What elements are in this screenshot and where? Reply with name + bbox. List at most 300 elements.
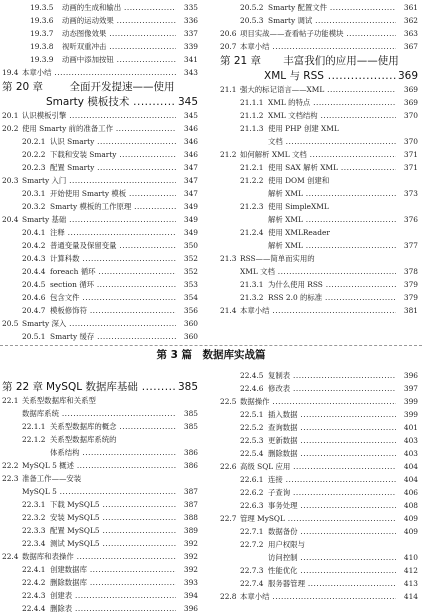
entry-number: 第 21 章 xyxy=(220,55,262,67)
entry-title: 关系型数据库系统的 xyxy=(50,435,117,444)
entry-title: Smarty 模板的工作原理 ..... xyxy=(50,201,176,213)
entry-number: 20.5.2 xyxy=(240,3,264,12)
toc-entry xyxy=(2,525,198,537)
entry-page: 406 xyxy=(403,488,418,497)
toc-entry xyxy=(2,292,198,304)
entry-number: 21.4 xyxy=(220,306,237,315)
toc-entry xyxy=(2,136,198,148)
entry-number: 22.6.1 xyxy=(240,475,264,484)
toc-entry xyxy=(220,474,418,486)
entry-number: 20.4.4 xyxy=(22,267,46,276)
entry-title: 测试 MySQL5 ..... xyxy=(50,538,176,550)
entry-page: 387 xyxy=(183,500,198,509)
entry-number: 22.6.3 xyxy=(240,501,264,510)
entry-number: 20.4 xyxy=(2,215,19,224)
entry-page: 369 xyxy=(403,85,418,94)
toc-entry xyxy=(2,28,198,40)
entry-number: 20.4.5 xyxy=(22,280,46,289)
entry-number: 21.1.1 xyxy=(240,98,264,107)
entry-page: 401 xyxy=(403,423,418,432)
entry-title: 访问控制 ..... xyxy=(268,552,396,564)
entry-page: 341 xyxy=(183,55,198,64)
entry-page: 409 xyxy=(403,527,418,536)
toc-entry xyxy=(220,279,418,291)
entry-page: 371 xyxy=(403,163,418,172)
entry-number: 22.7.1 xyxy=(240,527,264,536)
entry-page: 389 xyxy=(183,526,198,535)
entry-page: 369 xyxy=(397,70,418,82)
toc-entry xyxy=(220,266,418,278)
entry-number: 22.5.2 xyxy=(240,423,264,432)
entry-page: 412 xyxy=(403,566,418,575)
chapter-entry xyxy=(2,380,198,394)
toc-entry xyxy=(220,2,418,14)
entry-title: 数据库和表操作 ..... xyxy=(22,551,176,563)
entry-title: 删除数据 ..... xyxy=(268,448,396,460)
toc-entry xyxy=(2,227,198,239)
toc-entry xyxy=(220,201,418,213)
entry-number: 第 20 章 xyxy=(2,81,44,93)
entry-page: 370 xyxy=(403,137,418,146)
entry-page: 404 xyxy=(403,475,418,484)
entry-number: 20.2 xyxy=(2,124,19,133)
entry-page: 397 xyxy=(403,384,418,393)
toc-entry xyxy=(220,305,418,317)
entry-page: 386 xyxy=(183,448,198,457)
entry-page: 369 xyxy=(403,98,418,107)
toc-column-top-right xyxy=(220,2,418,342)
toc-entry xyxy=(2,434,198,446)
entry-page: 346 xyxy=(183,150,198,159)
toc-entry xyxy=(2,551,198,563)
entry-title: 使用 SAX 解析 XML ..... xyxy=(268,162,396,174)
toc-entry xyxy=(2,214,198,226)
entry-number: 22.1 xyxy=(2,396,19,405)
entry-page: 354 xyxy=(183,293,198,302)
entry-page: 347 xyxy=(183,189,198,198)
toc-entry xyxy=(220,461,418,473)
entry-number: 22.2 xyxy=(2,461,19,470)
entry-number: 21.1.3 xyxy=(240,124,264,133)
entry-title: Smarty 调试 ..... xyxy=(268,15,396,27)
entry-number: 22.3.2 xyxy=(22,513,46,522)
toc-entry xyxy=(2,188,198,200)
entry-title: 本章小结 ..... xyxy=(22,67,176,79)
toc-entry xyxy=(220,370,418,382)
entry-page: 349 xyxy=(183,215,198,224)
entry-number: 19.3.9 xyxy=(30,55,54,64)
entry-number: 20.4.2 xyxy=(22,241,46,250)
entry-page: 350 xyxy=(183,241,198,250)
toc-column-top-left xyxy=(2,2,198,342)
entry-number: 22.3.3 xyxy=(22,526,46,535)
entry-title: XML 的特点 ..... xyxy=(268,97,396,109)
entry-number: 20.3 xyxy=(2,176,19,185)
entry-page: 414 xyxy=(403,592,418,601)
entry-title: Smarty 配置文件 ..... xyxy=(268,2,396,14)
entry-number: 22.3 xyxy=(2,474,19,483)
toc-entry xyxy=(220,162,418,174)
entry-number: 20.3.1 xyxy=(22,189,46,198)
toc-entry xyxy=(2,318,198,330)
entry-page: 385 xyxy=(183,422,198,431)
entry-page: 403 xyxy=(403,449,418,458)
entry-title: 查询数据 ..... xyxy=(268,422,396,434)
toc-entry xyxy=(220,448,418,460)
entry-title: 配置 MySQL5 ..... xyxy=(50,525,176,537)
entry-title: 修改表 ..... xyxy=(268,383,396,395)
entry-number: 22.8 xyxy=(220,592,237,601)
entry-page: 386 xyxy=(183,461,198,470)
entry-page: 392 xyxy=(183,565,198,574)
entry-title: 视听双重冲击 ..... xyxy=(62,41,176,53)
entry-title: 安装 MySQL5 ..... xyxy=(50,512,176,524)
entry-number: 21.2.1 xyxy=(240,163,264,172)
entry-page: 408 xyxy=(403,501,418,510)
entry-number: 22.4.3 xyxy=(22,591,46,600)
toc-entry xyxy=(220,227,418,239)
entry-page: 361 xyxy=(403,3,418,12)
toc-entry xyxy=(2,240,198,252)
entry-page: 393 xyxy=(183,578,198,587)
entry-page: 376 xyxy=(403,215,418,224)
entry-title: 数据操作 ..... xyxy=(240,396,396,408)
entry-number: 22.7.4 xyxy=(240,579,264,588)
entry-page: 403 xyxy=(403,436,418,445)
toc-entry xyxy=(220,84,418,96)
toc-entry xyxy=(220,539,418,551)
entry-title: 连接 ..... xyxy=(268,474,396,486)
part-heading: 第 3 篇 数据库实战篇 xyxy=(156,349,266,361)
entry-page: 388 xyxy=(183,513,198,522)
entry-title: 高级 SQL 应用 ..... xyxy=(240,461,396,473)
entry-title: 删除数据库 ..... xyxy=(50,577,176,589)
toc-entry xyxy=(2,499,198,511)
entry-number: 19.3.7 xyxy=(30,29,54,38)
entry-title: 强大的标记语言——XML ..... xyxy=(240,84,396,96)
entry-title: 解析 XML ..... xyxy=(268,188,396,200)
toc-entry xyxy=(2,201,198,213)
toc-entry xyxy=(220,591,418,603)
entry-number: 第 22 章 xyxy=(2,381,44,393)
entry-page: 399 xyxy=(403,397,418,406)
toc-entry xyxy=(220,214,418,226)
entry-title: 计算科数 ..... xyxy=(50,253,176,265)
entry-title: foreach 循环 ..... xyxy=(50,266,176,278)
entry-number: 22.1.1 xyxy=(22,422,46,431)
entry-title: 普通变量及保留变量 ..... xyxy=(50,240,176,252)
toc-entry xyxy=(2,564,198,576)
entry-title: 动画的运动效果 ..... xyxy=(62,15,176,27)
toc-entry xyxy=(220,565,418,577)
entry-number: 22.7.3 xyxy=(240,566,264,575)
entry-title: 解析 XML ..... xyxy=(268,214,396,226)
toc-entry xyxy=(2,460,198,472)
entry-page: 394 xyxy=(183,591,198,600)
divider xyxy=(0,345,422,346)
entry-title: 丰富我们的应用——使用 xyxy=(283,55,399,67)
entry-number: 20.2.3 xyxy=(22,163,46,172)
entry-title: 插入数据 ..... xyxy=(268,409,396,421)
entry-title: 关系型数据库和关系型 xyxy=(22,396,96,405)
entry-title: 管理 MySQL ..... xyxy=(240,513,396,525)
entry-title: 动画中添加按钮 ..... xyxy=(62,54,176,66)
toc-entry xyxy=(2,603,198,615)
entry-page: 387 xyxy=(183,487,198,496)
toc-entry xyxy=(220,15,418,27)
toc-entry xyxy=(2,110,198,122)
entry-number: 21.2.4 xyxy=(240,228,264,237)
entry-number: 22.4 xyxy=(2,552,19,561)
entry-page: 345 xyxy=(177,96,198,108)
entry-title: 子查询 ..... xyxy=(268,487,396,499)
entry-page: 337 xyxy=(183,29,198,38)
entry-page: 339 xyxy=(183,42,198,51)
entry-number: 22.4.6 xyxy=(240,384,264,393)
toc-entry xyxy=(220,253,418,265)
entry-page: 335 xyxy=(183,3,198,12)
entry-number: 21.2.2 xyxy=(240,176,264,185)
entry-title: MySQL 数据库基础 ..... xyxy=(46,380,176,394)
entry-number: 20.6 xyxy=(220,29,237,38)
toc-entry xyxy=(2,279,198,291)
toc-entry xyxy=(2,305,198,317)
toc-entry xyxy=(2,538,198,550)
entry-title: 创建表 ..... xyxy=(50,590,176,602)
toc-entry xyxy=(220,149,418,161)
entry-title: 使用 Smarty 前的准备工作 ..... xyxy=(22,123,176,135)
entry-title: Smarty 入门 ..... xyxy=(22,175,176,187)
entry-number: 22.6.2 xyxy=(240,488,264,497)
toc-entry xyxy=(2,253,198,265)
entry-page: 373 xyxy=(403,189,418,198)
entry-page: 379 xyxy=(403,280,418,289)
chapter-entry xyxy=(220,69,418,83)
entry-number: 22.4.2 xyxy=(22,578,46,587)
entry-title: 模板修饰符 ..... xyxy=(50,305,176,317)
toc-column-bottom-right xyxy=(220,370,418,610)
toc-entry xyxy=(2,2,198,14)
entry-number: 22.1.2 xyxy=(22,435,46,444)
entry-title: 文档 ..... xyxy=(268,136,396,148)
chapter-entry xyxy=(220,54,418,68)
toc-entry xyxy=(220,513,418,525)
entry-title: 数据备份 ..... xyxy=(268,526,396,538)
entry-page: 381 xyxy=(403,306,418,315)
entry-page: 413 xyxy=(403,579,418,588)
entry-page: 410 xyxy=(403,553,418,562)
entry-title: 如何解析 XML 文档 ..... xyxy=(240,149,396,161)
toc-entry xyxy=(220,526,418,538)
entry-number: 22.7 xyxy=(220,514,237,523)
entry-title: 配置 Smarty ..... xyxy=(50,162,176,174)
toc-entry xyxy=(2,266,198,278)
entry-page: 349 xyxy=(183,202,198,211)
entry-title: RSS——简单而实用的 xyxy=(240,254,315,263)
toc-entry xyxy=(2,395,198,407)
entry-page: 347 xyxy=(183,163,198,172)
entry-number: 19.3.6 xyxy=(30,16,54,25)
toc-entry xyxy=(2,175,198,187)
toc-entry xyxy=(2,421,198,433)
entry-page: 360 xyxy=(183,319,198,328)
entry-title: 注释 ..... xyxy=(50,227,176,239)
entry-number: 20.4.7 xyxy=(22,306,46,315)
toc-entry xyxy=(220,383,418,395)
toc-entry xyxy=(220,41,418,53)
entry-title: Smarty 深入 ..... xyxy=(22,318,176,330)
entry-title: XML 文档结构 ..... xyxy=(268,110,396,122)
entry-number: 22.6 xyxy=(220,462,237,471)
entry-title: 下载和安装 Smarty ..... xyxy=(50,149,176,161)
toc-entry xyxy=(2,15,198,27)
toc-entry xyxy=(2,590,198,602)
entry-title: 为什么使用 RSS ..... xyxy=(268,279,396,291)
entry-title: 更新数据 ..... xyxy=(268,435,396,447)
toc-entry xyxy=(220,240,418,252)
toc-entry xyxy=(2,41,198,53)
toc-entry xyxy=(2,149,198,161)
toc-entry xyxy=(220,175,418,187)
entry-title: 本章小结 ..... xyxy=(240,591,396,603)
toc-entry xyxy=(220,97,418,109)
entry-number: 22.5.1 xyxy=(240,410,264,419)
entry-page: 349 xyxy=(183,228,198,237)
toc-entry xyxy=(220,578,418,590)
entry-number: 21.3 xyxy=(220,254,237,263)
entry-page: 371 xyxy=(403,150,418,159)
entry-number: 22.4.4 xyxy=(22,604,46,613)
entry-page: 396 xyxy=(403,371,418,380)
entry-title: 体系结构 ..... xyxy=(50,447,176,459)
toc-entry xyxy=(220,188,418,200)
entry-number: 20.2.2 xyxy=(22,150,46,159)
entry-number: 20.7 xyxy=(220,42,237,51)
entry-title: 使用 DOM 创建和 xyxy=(268,176,330,185)
toc-entry xyxy=(220,123,418,135)
toc-entry xyxy=(220,396,418,408)
entry-page: 363 xyxy=(403,29,418,38)
toc-entry xyxy=(220,552,418,564)
entry-number: 22.3.4 xyxy=(22,539,46,548)
entry-number: 22.7.2 xyxy=(240,540,264,549)
entry-page: 360 xyxy=(183,332,198,341)
toc-entry xyxy=(220,292,418,304)
toc-entry xyxy=(220,422,418,434)
entry-title: 使用 SimpleXML xyxy=(268,202,329,211)
toc-entry xyxy=(2,486,198,498)
entry-page: 346 xyxy=(183,124,198,133)
entry-number: 19.3.8 xyxy=(30,42,54,51)
toc-entry xyxy=(220,500,418,512)
entry-page: 399 xyxy=(403,410,418,419)
entry-page: 392 xyxy=(183,539,198,548)
entry-number: 21.3.1 xyxy=(240,280,264,289)
entry-page: 404 xyxy=(403,462,418,471)
toc-entry xyxy=(220,110,418,122)
entry-number: 20.5.3 xyxy=(240,16,264,25)
entry-number: 21.2 xyxy=(220,150,237,159)
entry-number: 22.4.5 xyxy=(240,371,264,380)
entry-page: 379 xyxy=(403,293,418,302)
entry-title: 事务处理 ..... xyxy=(268,500,396,512)
toc-entry xyxy=(2,331,198,343)
entry-page: 367 xyxy=(403,42,418,51)
entry-title: 性能优化 ..... xyxy=(268,565,396,577)
entry-number: 22.5.4 xyxy=(240,449,264,458)
entry-page: 385 xyxy=(177,381,198,393)
entry-title: 全面开发提速——使用 xyxy=(69,81,175,93)
entry-number: 22.3.1 xyxy=(22,500,46,509)
entry-title: 认识模板引擎 ..... xyxy=(22,110,176,122)
entry-number: 20.1 xyxy=(2,111,19,120)
entry-page: 370 xyxy=(403,111,418,120)
entry-number: 21.3.2 xyxy=(240,293,264,302)
entry-page: 362 xyxy=(403,16,418,25)
entry-number: 20.4.1 xyxy=(22,228,46,237)
entry-number: 22.4.1 xyxy=(22,565,46,574)
toc-entry xyxy=(220,28,418,40)
entry-number: 20.4.6 xyxy=(22,293,46,302)
entry-title: 使用 XMLReader xyxy=(268,228,330,237)
chapter-entry xyxy=(2,80,198,94)
entry-title: 创建数据库 ..... xyxy=(50,564,176,576)
chapter-entry xyxy=(2,95,198,109)
entry-title: MySQL 5 ..... xyxy=(22,486,176,498)
entry-title: 数据库系统 ..... xyxy=(22,408,176,420)
entry-page: 352 xyxy=(183,267,198,276)
entry-page: 396 xyxy=(183,604,198,613)
toc-entry xyxy=(220,136,418,148)
entry-title: 准备工作——安装 xyxy=(22,474,82,483)
entry-page: 343 xyxy=(183,68,198,77)
entry-number: 21.1 xyxy=(220,85,237,94)
entry-number: 21.2.3 xyxy=(240,202,264,211)
entry-page: 385 xyxy=(183,409,198,418)
toc-entry xyxy=(220,435,418,447)
toc-entry xyxy=(2,123,198,135)
entry-title: 本章小结 ..... xyxy=(240,305,396,317)
entry-title: 复制表 ..... xyxy=(268,370,396,382)
entry-title: 项目实战——查看帖子功能模块 ..... xyxy=(240,28,396,40)
entry-title: 包含文件 ..... xyxy=(50,292,176,304)
toc-entry xyxy=(220,487,418,499)
entry-number: 22.5 xyxy=(220,397,237,406)
entry-page: 377 xyxy=(403,241,418,250)
entry-title: 解析 XML ..... xyxy=(268,240,396,252)
toc-entry xyxy=(2,447,198,459)
toc-entry xyxy=(2,162,198,174)
entry-title: section 循环 ..... xyxy=(50,279,176,291)
entry-title: 关系型数据库的概念 ..... xyxy=(50,421,176,433)
entry-title: 用户权限与 xyxy=(268,540,305,549)
entry-page: 347 xyxy=(183,176,198,185)
entry-title: 本章小结 ..... xyxy=(240,41,396,53)
entry-title: 使用 PHP 创建 XML xyxy=(268,124,339,133)
toc-column-bottom-left xyxy=(2,380,198,613)
toc-entry xyxy=(2,577,198,589)
entry-number: 20.5.1 xyxy=(22,332,46,341)
entry-title: Smarty 模板技术 ..... xyxy=(46,95,176,109)
entry-number: 19.3.5 xyxy=(30,3,54,12)
entry-page: 336 xyxy=(183,16,198,25)
entry-page: 392 xyxy=(183,552,198,561)
entry-page: 352 xyxy=(183,254,198,263)
toc-entry xyxy=(2,473,198,485)
entry-title: 删除表 ..... xyxy=(50,603,176,615)
entry-number: 19.4 xyxy=(2,68,19,77)
entry-title: XML 文档 ..... xyxy=(240,266,396,278)
